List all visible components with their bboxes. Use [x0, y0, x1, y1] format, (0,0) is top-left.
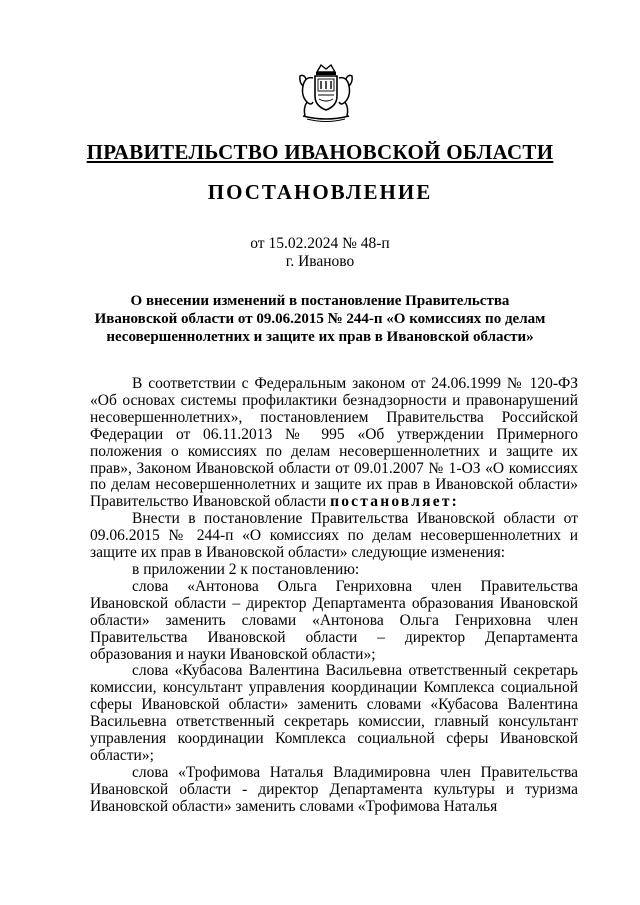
paragraph-appendix: в приложении 2 к постановлению:	[132, 560, 360, 578]
coat-of-arms-icon	[297, 62, 355, 124]
paragraph-preamble	[90, 376, 578, 511]
organization-title: ПРАВИТЕЛЬСТВО ИВАНОВСКОЙ ОБЛАСТИ	[86, 140, 554, 164]
preamble-text: В соответствии с Федеральным законом от 24.06.1999 № 120-ФЗ «Об основах системы профилактики безнадзорности и правонарушений несовершеннолетних», постановлением Правительства Российской Федерации от 06.11.2013 № 995 «Об утверждении Примерного положения о комиссиях по делам несовершеннолетних и защите их прав», Законом Ивановской области от 09.01.2007 № 1-ОЗ «О комиссиях по делам несовершеннолетних и защите их прав в Ивановской области» Правительство Ивановской области	[90, 375, 578, 511]
document-type: ПОСТАНОВЛЕНИЕ	[207, 180, 433, 204]
resolution-keyword: постановляет:	[330, 493, 459, 511]
paragraph-amend: Внести в постановление Правительства Ивановской области от 09.06.2015 № 244-п «О комиссиях по делам несовершеннолетних и защите их прав в Ивановской области» следующие изменения:	[90, 510, 578, 562]
paragraph-change-1: слова «Антонова Ольга Генриховна член Правительства Ивановской области – директор Департамента образования Ивановской области» заменить словами «Антонова Ольга Генриховна член Правительства Ивановской области – директор Департамента образования и науки Ивановской области»;	[90, 577, 578, 663]
document-subject: О внесении изменений в постановление Правительства Ивановской области от 09.06.2015 № 244-п «О комиссиях по делам несовершеннолетних и защите их прав в Ивановской области»	[94, 293, 546, 345]
paragraph-change-3: слова «Трофимова Наталья Владимировна член Правительства Ивановской области - директор Департамента культуры и туризма Ивановской области» заменить словами «Трофимова Наталья	[90, 763, 578, 815]
date-block	[0, 235, 640, 271]
document-date-number: от 15.02.2024 № 48-п	[250, 235, 390, 252]
document-city: г. Иваново	[285, 253, 355, 270]
document-body	[90, 376, 578, 816]
paragraph-change-2: слова «Кубасова Валентина Васильевна ответственный секретарь комиссии, консультант управления координации Комплекса социальной сферы Ивановской области» заменить словами «Кубасова Валентина Васильевна ответственный секретарь комиссии, главный консультант управления координации Комплекса социальной сферы Ивановской области»;	[90, 662, 578, 764]
